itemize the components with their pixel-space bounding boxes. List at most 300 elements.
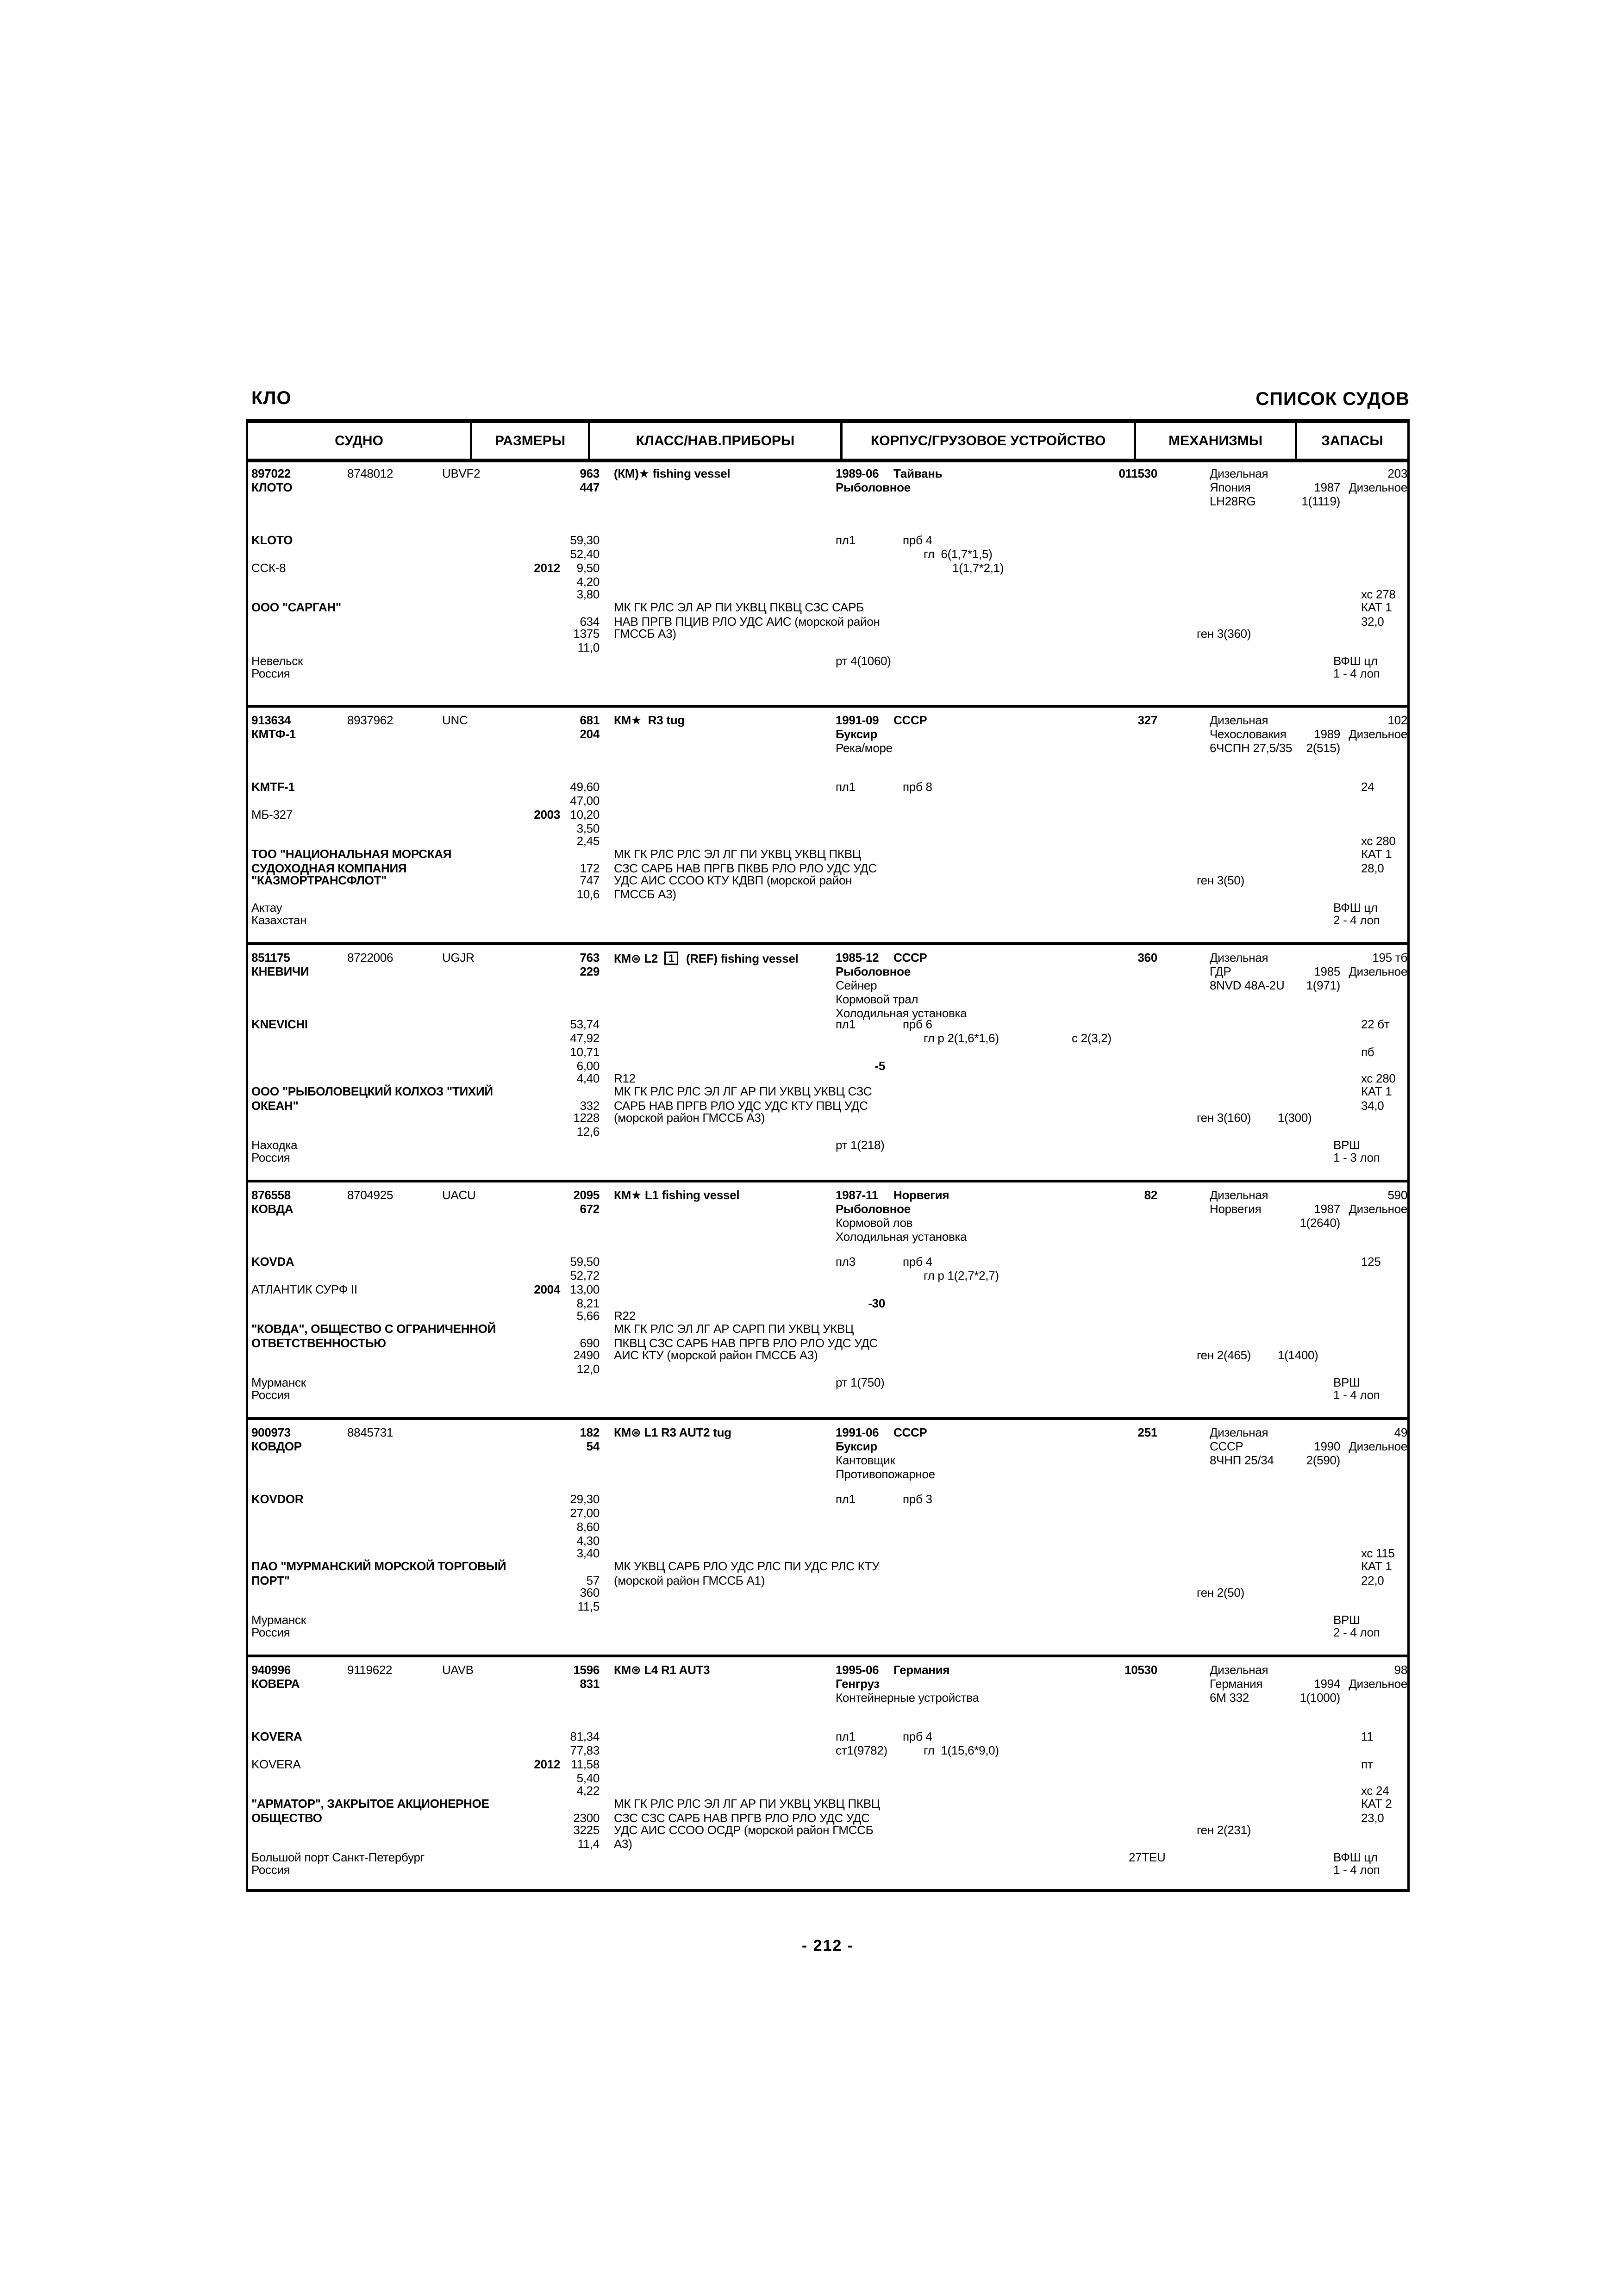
class-prefix <box>614 467 730 479</box>
dw: 1375 <box>573 627 600 641</box>
pl: пл1 <box>836 1017 856 1031</box>
dim5: 4,40 <box>576 1071 600 1085</box>
former-year: 2012 <box>534 1757 560 1771</box>
storeD: КАТ 1 <box>1361 1084 1392 1098</box>
hull-no: 327 <box>1137 713 1157 727</box>
class-notation: (КМ)★ fishing vessel <box>614 467 731 480</box>
fuel: Дизельное <box>1349 964 1407 978</box>
cargo3: Противопожарное <box>836 1467 935 1481</box>
eng-power: 1(1000) <box>1299 1691 1340 1705</box>
owner1: "КОВДА", ОБЩЕСТВО С ОГРАНИЧЕННОЙ <box>251 1322 496 1336</box>
rclass: R12 <box>614 1071 636 1085</box>
dim1: 53,74 <box>570 1017 600 1031</box>
storeA: 22 бт <box>1361 1017 1390 1031</box>
equip1: МК ГК РЛС ЭЛ АР ПИ УКВЦ ПКВЦ СЗС САРБ <box>614 600 864 614</box>
cargo2: Кантовщик <box>836 1453 895 1467</box>
cargo1: Буксир <box>836 727 877 741</box>
class-notation: КМ★ R3 tug <box>614 713 685 727</box>
speed: 10,6 <box>576 887 600 901</box>
country: Казахстан <box>251 913 307 927</box>
storeC: хс 278 <box>1361 587 1396 601</box>
eng-year: 1989 <box>1314 727 1340 741</box>
storeE: 34,0 <box>1361 1099 1384 1113</box>
reg: 897022 <box>251 467 291 480</box>
dim5: 4,22 <box>576 1784 600 1798</box>
dim4: 4,30 <box>576 1534 600 1548</box>
build: 1995-06 <box>836 1663 879 1677</box>
dim3: 8,60 <box>576 1520 600 1534</box>
eng-type: Дизельная <box>1210 1188 1268 1202</box>
storeA: 11 <box>1361 1730 1374 1743</box>
gen2: 1(300) <box>1278 1111 1312 1125</box>
cargo2: Кормовой лов <box>836 1216 913 1230</box>
dim2: 47,92 <box>570 1031 600 1045</box>
cargo1: Рыболовное <box>836 964 911 978</box>
eng-type: Дизельная <box>1210 951 1268 964</box>
country: Россия <box>251 1388 290 1402</box>
pl: пл1 <box>836 1492 856 1506</box>
dim4: 3,50 <box>576 821 600 835</box>
port: Мурманск <box>251 1375 306 1389</box>
class-notation: КМ⊛ L2 <box>614 952 658 965</box>
nt: 672 <box>580 1202 600 1216</box>
cargo2: Контейнерные устройства <box>836 1691 979 1705</box>
former: KOVERA <box>251 1757 301 1771</box>
equip1: МК УКВЦ САРБ РЛО УДС РЛС ПИ УДС РЛС КТУ <box>614 1559 880 1573</box>
temp: -5 <box>874 1059 885 1073</box>
owner2: ОБЩЕСТВО <box>251 1811 322 1825</box>
equip3: АИС КТУ (морской район ГМССБ А3) <box>614 1348 818 1362</box>
gen: ген 2(50) <box>1197 1586 1244 1599</box>
equip3: УДС АИС ССОО КТУ КДВП (морской район <box>614 873 852 887</box>
imo: 8722006 <box>347 951 394 964</box>
fuel: Дизельное <box>1349 727 1407 741</box>
fuel: Дизельное <box>1349 1439 1407 1453</box>
storeD: КАТ 1 <box>1361 847 1392 861</box>
latin: KOVERA <box>251 1730 302 1743</box>
class-prefix <box>614 1664 710 1676</box>
storeA: 125 <box>1361 1255 1381 1269</box>
latin: KMTF-1 <box>251 780 295 794</box>
prop: ВФШ цл <box>1333 1850 1378 1864</box>
name: КЛОТО <box>251 480 293 494</box>
owner2: ОКЕАН" <box>251 1099 299 1113</box>
blades: 1 - 4 лоп <box>1333 666 1380 680</box>
name: КМТФ-1 <box>251 727 296 741</box>
prop: ВРШ <box>1333 1375 1360 1389</box>
class-notation-suffix: (REF) fishing vessel <box>683 952 799 965</box>
dim1: 81,34 <box>570 1730 600 1743</box>
eng-model: 8ЧНП 25/34 <box>1210 1453 1274 1467</box>
dw: 747 <box>580 873 600 887</box>
prb: прб 6 <box>903 1017 932 1031</box>
owner1: ТОО "НАЦИОНАЛЬНАЯ МОРСКАЯ <box>251 847 452 861</box>
disp: 2300 <box>573 1811 600 1825</box>
prb: прб 8 <box>903 780 932 794</box>
disp: 172 <box>580 861 600 875</box>
storeA: 24 <box>1361 780 1374 794</box>
storeC: хс 115 <box>1361 1546 1395 1560</box>
equip4: ГМССБ А3) <box>614 887 676 901</box>
dim1: 29,30 <box>570 1492 600 1506</box>
storeE: 22,0 <box>1361 1574 1384 1587</box>
blades: 1 - 4 лоп <box>1333 1388 1380 1402</box>
col-header-stores: ЗАПАСЫ <box>1321 433 1383 448</box>
rt: рт 1(218) <box>836 1138 885 1152</box>
former: АТЛАНТИК СУРФ II <box>251 1282 357 1296</box>
cargo1: Рыболовное <box>836 1202 911 1216</box>
pl: пл3 <box>836 1255 856 1269</box>
name: КНЕВИЧИ <box>251 964 309 978</box>
class-prefix <box>614 1189 739 1201</box>
ice-class-box: 1 <box>664 952 678 965</box>
hull-no: 10530 <box>1124 1663 1157 1677</box>
dim4: 5,40 <box>576 1771 600 1785</box>
eng-power: 1(2640) <box>1299 1216 1340 1230</box>
fuel: Дизельное <box>1349 1677 1407 1691</box>
name: КОВДОР <box>251 1439 302 1453</box>
page-corner-index: КЛО <box>251 388 292 408</box>
cargo2: Сейнер <box>836 978 877 992</box>
reg: 851175 <box>251 951 290 964</box>
imo: 8937962 <box>347 713 394 727</box>
disp: 332 <box>580 1099 600 1113</box>
hatch1b: с 2(3,2) <box>1072 1031 1112 1045</box>
hull-no: 82 <box>1144 1188 1157 1202</box>
callsign: UACU <box>442 1188 476 1202</box>
eng-country: ГДР <box>1210 964 1231 978</box>
eng-year: 1985 <box>1314 964 1340 978</box>
equip2: СЗС СЗС САРБ НАВ ПРГВ РЛО РЛО УДС УДС <box>614 1811 870 1825</box>
port: Актау <box>251 901 282 915</box>
hatch1: гл р 2(1,6*1,6) <box>924 1031 999 1045</box>
cargo3: Холодильная установка <box>836 1230 967 1244</box>
page-title: СПИСОК СУДОВ <box>1255 389 1410 409</box>
gt: 963 <box>580 467 600 480</box>
eng-type: Дизельная <box>1210 713 1268 727</box>
dw: 360 <box>580 1586 600 1599</box>
store1: 98 <box>1394 1663 1407 1677</box>
prb: прб 4 <box>903 1255 932 1269</box>
storeD: КАТ 2 <box>1361 1797 1392 1811</box>
reg: 876558 <box>251 1188 291 1202</box>
cargo4: Холодильная установка <box>836 1006 967 1020</box>
country: Россия <box>251 1863 290 1877</box>
nt: 229 <box>580 964 600 978</box>
row-separator <box>246 942 1410 945</box>
build: 1985-12 <box>836 951 879 964</box>
dim3: 10,71 <box>570 1045 600 1059</box>
speed: 11,4 <box>577 1837 600 1851</box>
equip1: МК ГК РЛС РЛС ЭЛ ЛГ ПИ УКВЦ УКВЦ ПКВЦ <box>614 847 861 861</box>
dim1: 49,60 <box>570 780 600 794</box>
hull-no: 360 <box>1137 951 1157 964</box>
blades: 1 - 3 лоп <box>1333 1151 1380 1164</box>
prop: ВРШ <box>1333 1613 1360 1627</box>
eng-power: 1(1119) <box>1301 494 1340 508</box>
eng-model: 8NVD 48A-2U <box>1210 978 1285 992</box>
cargo1: Рыболовное <box>836 480 911 494</box>
eng-year: 1994 <box>1314 1677 1340 1691</box>
hull-no: 251 <box>1137 1425 1157 1439</box>
country: Россия <box>251 1151 290 1164</box>
equip3: ГМССБ А3) <box>614 627 676 641</box>
store1: 590 <box>1387 1188 1407 1202</box>
row-separator <box>246 1417 1410 1420</box>
storeD: КАТ 1 <box>1361 1559 1392 1573</box>
disp: 690 <box>580 1336 600 1350</box>
equip2: ПКВЦ СЗС САРБ НАВ ПРГВ РЛО РЛО УДС УДС <box>614 1336 878 1350</box>
owner1: "АРМАТОР", ЗАКРЫТОЕ АКЦИОНЕРНОЕ <box>251 1797 489 1811</box>
table-header-row <box>248 423 1407 462</box>
equip4: А3) <box>614 1837 632 1851</box>
gt: 763 <box>580 951 600 964</box>
reg: 900973 <box>251 1425 291 1439</box>
class-prefix <box>614 714 685 726</box>
gt: 1596 <box>573 1663 600 1677</box>
owner3: "КАЗМОРТРАНСФЛОТ" <box>251 873 387 887</box>
gt: 681 <box>580 713 600 727</box>
dim3: 11,58 <box>571 1757 600 1771</box>
dw: 3225 <box>573 1823 600 1837</box>
col-header-dimensions: РАЗМЕРЫ <box>472 423 590 459</box>
imo: 8845731 <box>347 1425 394 1439</box>
hatch1: гл 6(1,7*1,5) <box>924 547 993 561</box>
pl: пл1 <box>836 780 856 794</box>
eng-type: Дизельная <box>1210 1425 1268 1439</box>
storeE: 23,0 <box>1361 1811 1384 1825</box>
eng-country: Чехословакия <box>1210 727 1287 741</box>
country: Россия <box>251 666 290 680</box>
equip2: НАВ ПРГВ ПЦИВ РЛО УДС АИС (морской район <box>614 615 880 628</box>
store1: 203 <box>1387 467 1407 480</box>
port: Мурманск <box>251 1613 306 1627</box>
build: 1991-09 <box>836 713 879 727</box>
class-prefix <box>614 1426 731 1438</box>
port: Находка <box>251 1138 298 1152</box>
port: Большой порт Санкт-Петербург <box>251 1850 425 1864</box>
equip3: УДС АИС ССОО ОСДР (морской район ГМССБ <box>614 1823 874 1837</box>
hatch2: 1(1,7*2,1) <box>952 561 1004 575</box>
storeE: 32,0 <box>1361 615 1384 628</box>
dim4: 6,00 <box>576 1059 600 1073</box>
name: КОВДА <box>251 1202 294 1216</box>
gen: ген 3(160) <box>1197 1111 1251 1125</box>
eng-power: 2(590) <box>1306 1453 1340 1467</box>
callsign: UNC <box>442 713 468 727</box>
former-year: 2004 <box>534 1282 560 1296</box>
imo: 8748012 <box>347 467 394 480</box>
row-separator <box>246 1889 1410 1892</box>
owner1: ООО "РЫБОЛОВЕЦКИЙ КОЛХОЗ "ТИХИЙ <box>251 1084 493 1098</box>
build: 1987-11 <box>836 1188 878 1202</box>
eng-model: LH28RG <box>1210 494 1256 508</box>
dim5: 3,80 <box>576 587 600 601</box>
col-header-vessel: СУДНО <box>248 423 472 459</box>
cargo1: Буксир <box>836 1439 877 1453</box>
build-country: Тайвань <box>893 467 943 480</box>
eng-country: Норвегия <box>1210 1202 1262 1216</box>
gen: ген 3(360) <box>1197 627 1251 641</box>
disp: 57 <box>586 1574 600 1587</box>
class-notation: КМ⊛ L1 R3 AUT2 tug <box>614 1425 731 1439</box>
callsign: UBVF2 <box>442 467 481 480</box>
pl: пл1 <box>836 533 856 547</box>
equip1: МК ГК РЛС ЭЛ ЛГ АР САРП ПИ УКВЦ УКВЦ <box>614 1322 854 1336</box>
storeE: 28,0 <box>1361 861 1384 875</box>
storeD: КАТ 1 <box>1361 600 1392 614</box>
blades: 1 - 4 лоп <box>1333 1863 1380 1877</box>
speed: 11,0 <box>577 641 600 654</box>
build-country: СССР <box>893 713 927 727</box>
row-separator <box>246 1655 1410 1657</box>
owner1: ООО "САРГАН" <box>251 600 341 614</box>
imo: 9119622 <box>347 1663 393 1677</box>
row-separator <box>246 705 1410 708</box>
port: Невельск <box>251 654 303 668</box>
eng-country: Япония <box>1210 480 1251 494</box>
eng-country: Германия <box>1210 1677 1263 1691</box>
eng-year: 1990 <box>1314 1439 1340 1453</box>
store1: 102 <box>1387 713 1407 727</box>
gt: 182 <box>580 1425 600 1439</box>
class-notation: КМ⊛ L4 R1 AUT3 <box>614 1663 710 1677</box>
store1: 49 <box>1394 1425 1407 1439</box>
hatch-a: ст1(9782) <box>836 1743 887 1757</box>
store1: 195 тб <box>1372 951 1407 964</box>
row-separator <box>246 1180 1410 1182</box>
equip1: МК ГК РЛС РЛС ЭЛ ЛГ АР ПИ УКВЦ УКВЦ ПКВЦ <box>614 1797 880 1811</box>
col-header-class-nav: КЛАСС/НАВ.ПРИБОРЫ <box>590 423 843 459</box>
class-prefix <box>614 952 798 965</box>
storeB: пт <box>1361 1757 1373 1771</box>
cargo3: Кормовой трал <box>836 992 918 1006</box>
eng-year: 1987 <box>1314 480 1340 494</box>
hull-no: 011530 <box>1118 467 1157 480</box>
dw: 1228 <box>573 1111 600 1125</box>
latin: KLOTO <box>251 533 293 547</box>
prop: ВФШ цл <box>1333 901 1378 915</box>
dw: 2490 <box>573 1348 600 1362</box>
dim2: 47,00 <box>570 794 600 808</box>
eng-type: Дизельная <box>1210 467 1268 480</box>
rclass: R22 <box>614 1309 636 1323</box>
dim2: 52,40 <box>570 547 600 561</box>
eng-model: 6М 332 <box>1210 1691 1249 1705</box>
dim4: 8,21 <box>576 1296 600 1310</box>
eng-power: 2(515) <box>1306 741 1340 755</box>
prb: прб 4 <box>903 1730 932 1743</box>
col-header-hull-cargo: КОРПУС/ГРУЗОВОЕ УСТРОЙСТВО <box>843 423 1136 459</box>
equip2: САРБ НАВ ПРГВ РЛО УДС УДС КТУ ПВЦ УДС <box>614 1099 868 1113</box>
dim5: 5,66 <box>576 1309 600 1323</box>
equip2: (морской район ГМССБ А1) <box>614 1574 765 1587</box>
storeC: хс 24 <box>1361 1784 1389 1798</box>
disp: 634 <box>580 615 600 628</box>
gen: ген 3(50) <box>1197 873 1244 887</box>
dim1: 59,30 <box>570 533 600 547</box>
dim3: 9,50 <box>576 561 600 575</box>
col-header-machinery: МЕХАНИЗМЫ <box>1136 423 1297 459</box>
cargo1: Генгруз <box>836 1677 880 1691</box>
class-notation: КМ★ L1 fishing vessel <box>614 1188 740 1202</box>
nt: 447 <box>580 480 600 494</box>
blades: 2 - 4 лоп <box>1333 1625 1380 1639</box>
eng-year: 1987 <box>1314 1202 1340 1216</box>
build-country: СССР <box>893 1425 927 1439</box>
build-country: Норвегия <box>893 1188 949 1202</box>
owner1: ПАО "МУРМАНСКИЙ МОРСКОЙ ТОРГОВЫЙ <box>251 1559 506 1573</box>
latin: KOVDA <box>251 1255 294 1269</box>
eng-power: 1(971) <box>1306 978 1340 992</box>
reg: 913634 <box>251 713 291 727</box>
former-year: 2012 <box>534 561 560 575</box>
build: 1989-06 <box>836 467 879 480</box>
build: 1991-06 <box>836 1425 879 1439</box>
dim5: 2,45 <box>576 834 600 848</box>
gen: ген 2(465) <box>1197 1348 1251 1362</box>
dim3: 10,20 <box>570 808 600 821</box>
teu: 27TEU <box>1129 1850 1166 1864</box>
equip1: МК ГК РЛС РЛС ЭЛ ЛГ АР ПИ УКВЦ УКВЦ СЗС <box>614 1084 872 1098</box>
temp: -30 <box>868 1296 885 1310</box>
former-year: 2003 <box>534 808 560 821</box>
dim3: 13,00 <box>570 1282 600 1296</box>
dim5: 3,40 <box>576 1546 600 1560</box>
gen: ген 2(231) <box>1197 1823 1251 1837</box>
build-country: Германия <box>893 1663 950 1677</box>
rt: рт 1(750) <box>836 1375 885 1389</box>
storeC: хс 280 <box>1361 1071 1396 1085</box>
cargo2: Река/море <box>836 741 893 755</box>
dim4: 4,20 <box>576 575 600 589</box>
page-number: - 212 - <box>801 1937 854 1954</box>
prb: прб 3 <box>903 1492 932 1506</box>
prb: прб 4 <box>903 533 932 547</box>
imo: 8704925 <box>347 1188 394 1202</box>
country: Россия <box>251 1625 290 1639</box>
equip3: (морской район ГМССБ А3) <box>614 1111 765 1125</box>
speed: 12,0 <box>576 1362 600 1376</box>
eng-country: СССР <box>1210 1439 1243 1453</box>
former: ССК-8 <box>251 561 286 575</box>
former: МБ-327 <box>251 808 293 821</box>
eng-model: 6ЧСПН 27,5/35 <box>1210 741 1293 755</box>
dim1: 59,50 <box>570 1255 600 1269</box>
pl: пл1 <box>836 1730 856 1743</box>
name: КОВЕРА <box>251 1677 300 1691</box>
owner2: ОТВЕТСТВЕННОСТЬЮ <box>251 1336 386 1350</box>
hatch1: гл 1(15,6*9,0) <box>924 1743 999 1757</box>
storeB: пб <box>1361 1045 1374 1059</box>
gen2: 1(1400) <box>1278 1348 1318 1362</box>
nt: 831 <box>580 1677 600 1691</box>
latin: KNEVICHI <box>251 1017 308 1031</box>
callsign: UGJR <box>442 951 475 964</box>
fuel: Дизельное <box>1349 480 1407 494</box>
equip2: СЗС САРБ НАВ ПРГВ ПКВБ РЛО РЛО УДС УДС <box>614 861 877 875</box>
nt: 54 <box>586 1439 600 1453</box>
prop: ВФШ цл <box>1333 654 1378 668</box>
reg: 940996 <box>251 1663 291 1677</box>
nt: 204 <box>580 727 600 741</box>
rt: рт 4(1060) <box>836 654 891 668</box>
latin: KOVDOR <box>251 1492 304 1506</box>
build-country: СССР <box>893 951 927 964</box>
blades: 2 - 4 лоп <box>1333 913 1380 927</box>
gt: 2095 <box>573 1188 600 1202</box>
speed: 12,6 <box>576 1125 600 1139</box>
